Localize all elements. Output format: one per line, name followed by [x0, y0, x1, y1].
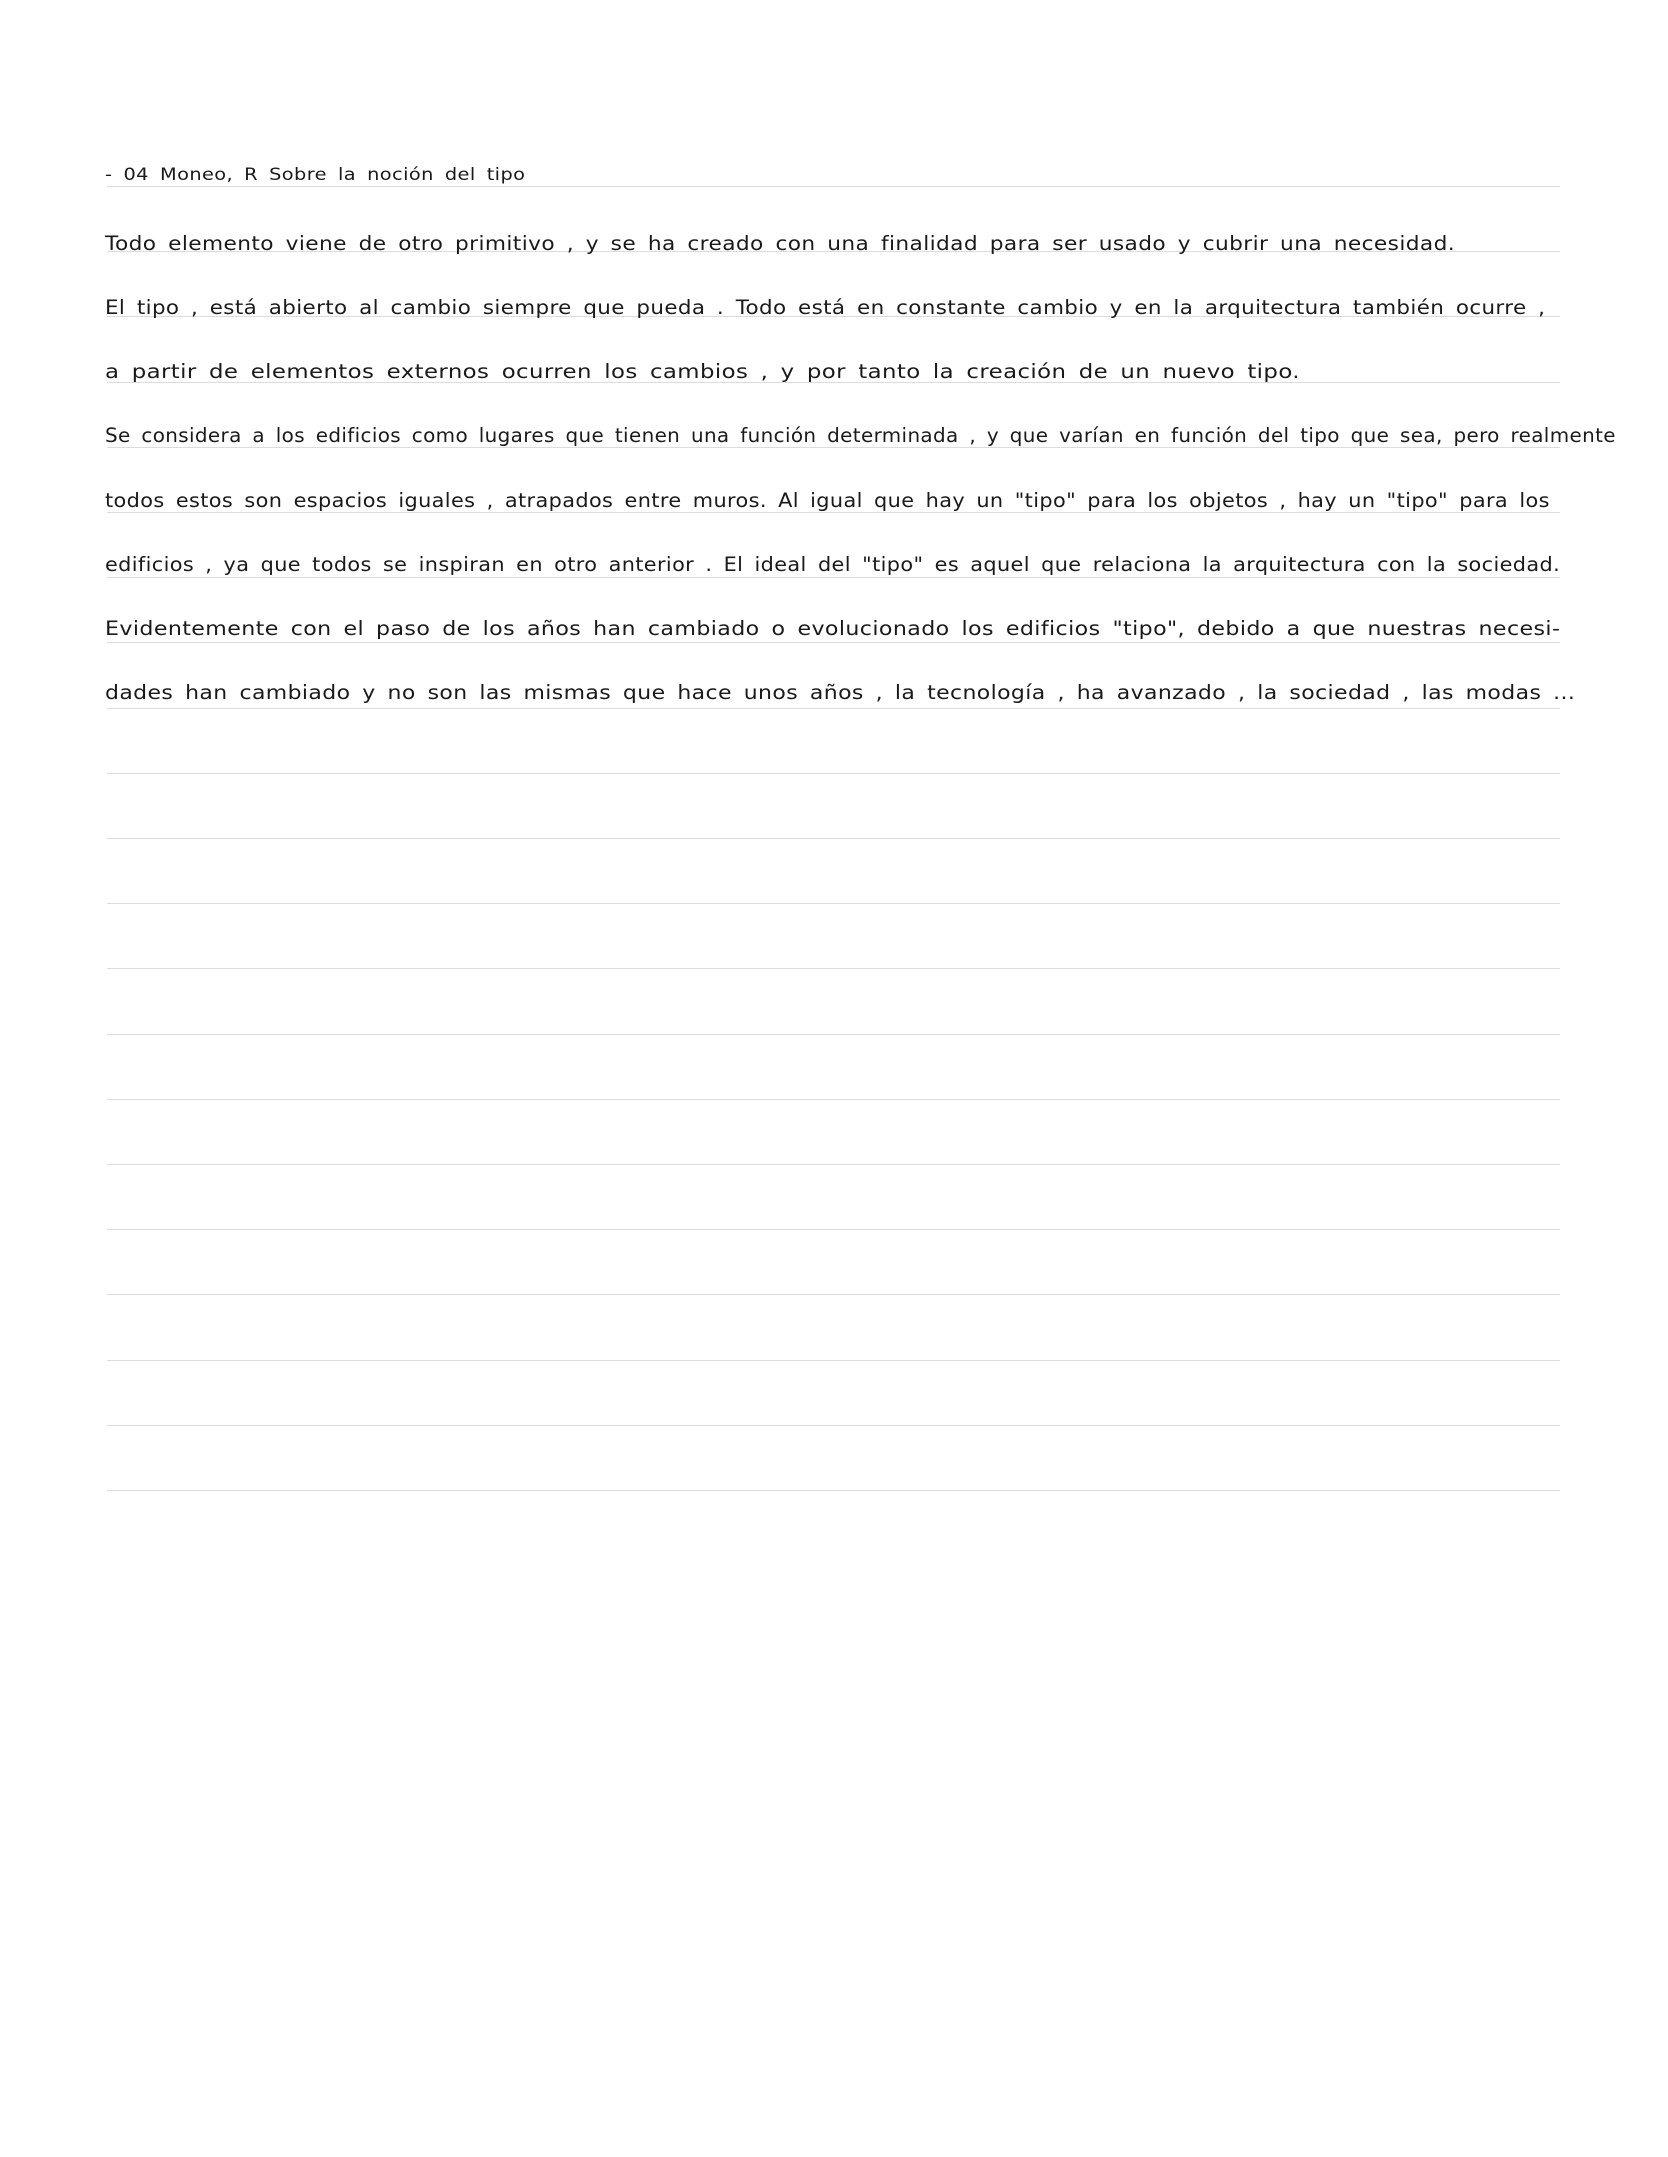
- rule-line: [107, 708, 1560, 709]
- rule-line: [107, 512, 1560, 513]
- rule-line: [107, 1294, 1560, 1295]
- text-line: edificios , ya que todos se inspiran en otro anterior . El ideal del "tipo" es aquel que relaciona la arquitectura con la sociedad.: [105, 553, 1561, 576]
- rule-line: [107, 1099, 1560, 1100]
- ruled-lines: [107, 0, 1560, 2157]
- text-line: a partir de elementos externos ocurren los cambios , y por tanto la creación de un nuevo tipo.: [105, 360, 1300, 383]
- rule-line: [107, 903, 1560, 904]
- note-heading: - 04 Moneo, R Sobre la noción del tipo: [105, 165, 526, 185]
- rule-line: [107, 1360, 1560, 1361]
- rule-line: [107, 838, 1560, 839]
- rule-line: [107, 1490, 1560, 1491]
- rule-line: [107, 1164, 1560, 1165]
- rule-line: [107, 642, 1560, 643]
- text-line: dades han cambiado y no son las mismas que hace unos años , la tecnología , ha avanzado , la sociedad , las modas ...: [105, 681, 1576, 704]
- rule-line: [107, 447, 1560, 448]
- rule-line: [107, 577, 1560, 578]
- text-line: El tipo , está abierto al cambio siempre que pueda . Todo está en constante cambio y en la arquitectura también ocurre ,: [105, 296, 1546, 319]
- text-line: todos estos son espacios iguales , atrapados entre muros. Al igual que hay un "tipo" para los objetos , hay un "tipo" para los: [105, 489, 1550, 512]
- text-line: Todo elemento viene de otro primitivo , y se ha creado con una finalidad para ser usado y cubrir una necesidad.: [105, 232, 1456, 255]
- text-line: Evidentemente con el paso de los años han cambiado o evolucionado los edificios "tipo", debido a que nuestras necesi-: [105, 617, 1561, 640]
- rule-line: [107, 1229, 1560, 1230]
- rule-line: [107, 186, 1560, 187]
- rule-line: [107, 773, 1560, 774]
- text-line: Se considera a los edificios como lugares que tienen una función determinada , y que varían en función del tipo que sea, pero realmente: [105, 424, 1616, 447]
- rule-line: [107, 1034, 1560, 1035]
- rule-line: [107, 968, 1560, 969]
- rule-line: [107, 1425, 1560, 1426]
